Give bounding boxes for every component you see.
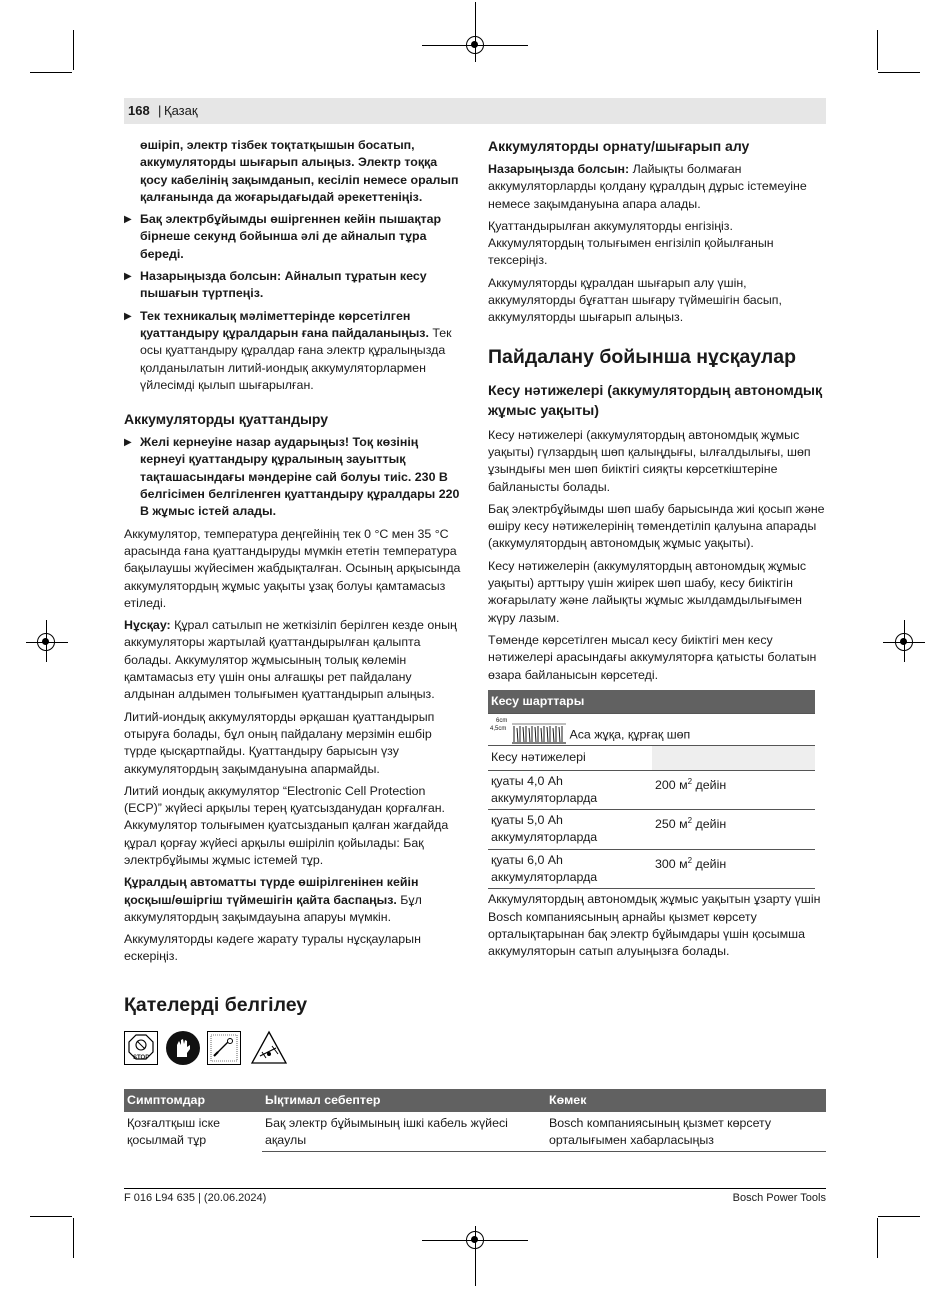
crop-mark (30, 72, 72, 73)
note-label: Нұсқау: (124, 618, 171, 633)
right-column (488, 137, 828, 689)
warning-text: Бұл аккумулятордың зақымдауына апаруы мүмкін. (124, 892, 422, 924)
table-row (488, 849, 815, 889)
footer-brand: Bosch Power Tools (732, 1192, 826, 1204)
icon-label-top: 6cm (496, 718, 508, 725)
arrow-icon: ▶ (124, 271, 132, 283)
header-separator: | (158, 103, 162, 118)
paragraph: Аккумулятор, температура деңгейінің тек 0 °C мен 35 °C арасында ғана қуаттандыруды мүмкін ететін температура бақылаушы жүйесімен жабдықталған. Осының арқысында аккумулятордың жұмыс уақыты ұзақ болуы қамтамасыз етіледі. (124, 526, 461, 610)
result-label: Кесу нәтижелері (488, 746, 652, 770)
paragraph: Кесу нәтижелерін (аккумулятордың автономдық жұмыс уақыты) арттыру үшін жиірек шөп шабу, кесу биіктігін жоғарылату және лайықты жұмыс жылдамдылығымен жүру лазым. (488, 558, 807, 625)
battery-cell: қуаты 5,0 Ah аккумуляторларда (488, 810, 652, 850)
grass-icon (512, 720, 566, 744)
crop-mark (30, 1216, 72, 1217)
table-row (488, 810, 815, 850)
note-text: Лайықты болмаған аккумуляторларды қолдану құралдың дұрыс істемеуіне немесе зақымдануына апара алады. (488, 162, 807, 211)
mower-warning-icon (250, 1030, 288, 1066)
bullet-item (124, 434, 464, 520)
grass-height-icon (490, 718, 566, 744)
crop-mark (877, 1218, 878, 1258)
page-number: 168 (128, 103, 150, 118)
bullet-text: Тек осы қуаттандыру құралдар ғана электр құралыңызда қолданылатын литий-иондық аккумуляторлармен үйлесімді қылып шығарылған. (140, 325, 452, 392)
value-cell: 300 $м^2$ дейін (652, 849, 815, 889)
header-language: Қазақ (164, 103, 198, 118)
arrow-icon: ▶ (124, 214, 132, 226)
paragraph: Кесу нәтижелері (аккумулятордың автономдық жұмыс уақыты) гүлзардың шөп қалыңдығы, ылғалдылығы, шөп ұзындығы мен шөп биіктігі сияқты көрсеткіштеріне байланысты болады. (488, 427, 811, 494)
cut-conditions-table (488, 690, 828, 961)
paragraph: Литий иондық аккумулятор “Electronic Cell Protection (ECP)” жүйесі арқылы терең қуатсызданудан қорғалған. Аккумулятор толығымен қуатсызданып қалған жағдайда құрал қорғау жүйесі арқылы өшіріліп қойылады: Бақ электрбұйымы жұмыс істемей тұр. (124, 783, 449, 867)
arrow-icon: ▶ (124, 310, 132, 322)
paragraph (488, 161, 828, 213)
crop-mark (878, 72, 920, 73)
registration-mark (37, 633, 55, 651)
note-text: Құрал сатылып не жеткізіліп берілген кезде оның аккумуляторы жартылай қуаттандырылған қалыпта болады. Аккумулятор жұмысының толық көлемін қамтамасыз ету үшін оны алғашқы рет пайдалану алдынан алдымен толығымен қуаттандырып алыңыз. (124, 618, 457, 702)
footer-rule (124, 1188, 826, 1189)
paragraph: Төменде көрсетілген мысал кесу биіктігі мен кесу нәтижелері арасындағы аккумуляторға қатысты болатын өзара байланысын көрсетеді. (488, 632, 817, 682)
table-header: Кесу шарттары (488, 690, 815, 714)
paragraph: Аккумуляторды құралдан шығарып алу үшін, аккумуляторды бұғаттан шығару түймешігін басып, аккумуляторды шығарып алыңыз. (488, 275, 782, 325)
column-header: Ықтимал себептер (262, 1089, 546, 1112)
install-heading: Аккумуляторды орнату/шығарып алу (488, 138, 750, 154)
value-cell: 200 $м^2$ дейін (652, 770, 815, 810)
page-header-bar (124, 98, 826, 124)
paragraph (124, 874, 464, 926)
bullet-bold: Тек техникалық мәліметтерінде көрсетілген қуаттандыру құралдарын ғана пайдаланыңыз. (140, 308, 429, 340)
remedy-cell: Bosch компаниясының қызмет көрсету орталығымен хабарласыңыз (546, 1112, 826, 1152)
bullet-bold: Назарыңызда болсын: Айналып тұратын кесу пышағын түртпеңіз. (140, 269, 427, 301)
charging-heading: Аккумуляторды қуаттандыру (124, 411, 329, 428)
table-row (124, 1112, 826, 1152)
column-header: Көмек (546, 1089, 826, 1112)
after-table-paragraph: Аккумулятордың автономдық жұмыс уақытын ұзарту үшін Bosch компаниясының арнайы қызмет көрсету орталықтарынан бақ электр бұйымдары үшін қосымша аккумуляторын сатып алуыңызға болады. (488, 892, 821, 959)
left-column (124, 137, 464, 971)
troubleshooting-table (124, 1089, 826, 1152)
crop-mark (878, 1216, 920, 1217)
footer-doc-code: F 016 L94 635 | (20.06.2024) (124, 1192, 267, 1204)
crop-mark (73, 30, 74, 70)
crop-mark (73, 1218, 74, 1258)
note-label: Назарыңызда болсын: (488, 162, 630, 176)
paragraph: Бақ электрбұйымды шөп шабу барысында жиі қосып және өшіру кесу нәтижелерінің төмендетіліп қалуына апарады (аккумулятордың автономдық жұмыс уақыты). (488, 501, 825, 551)
bullet-item (124, 308, 464, 394)
cause-cell: Бақ электр бұйымының ішкі кабель жүйесі ақаулы (262, 1112, 546, 1152)
bullet-bold: Желі кернеуіне назар аударыңыз! Тоқ көзінің кернеуі қуаттандыру құралының зауыттық тақташасындағы мәндеріне сай болуы тиіс. 230 В белгісімен белгіленген қуаттандыру құралдары 220 В жұмыс істей алады. (140, 435, 460, 519)
paragraph: Қуаттандырылған аккумуляторды енгізіңіз. Аккумулятордың толығымен енгізіліп қойылғанын тексеріңіз. (488, 218, 774, 268)
icon-label-bottom: 4,5cm (490, 726, 507, 733)
grass-label: Аса жұқа, құрғақ шөп (569, 728, 691, 742)
battery-cell: қуаты 4,0 Ah аккумуляторларда (488, 770, 652, 810)
value-cell: 250 $м^2$ дейін (652, 810, 815, 850)
stop-label: STOP (133, 1055, 150, 1061)
battery-cell: қуаты 6,0 Ah аккумуляторларда (488, 849, 652, 889)
bullet-item (124, 211, 464, 263)
crop-mark (877, 30, 878, 70)
warning-bold: Құралдың автоматты түрде өшірілгенінен кейін қосқыш/өшіргіш түймешігін қайта баспаңыз. (124, 875, 419, 907)
bullet-item (124, 268, 464, 303)
symptom-cell: Қозғалтқыш іске қосылмай тұр (127, 1116, 221, 1147)
cut-results-heading: Кесу нәтижелері (аккумулятордың автономдық жұмыс уақыты) (488, 382, 823, 419)
column-header: Симптомдар (124, 1089, 262, 1112)
grass-row (488, 714, 815, 746)
troubleshooting-heading: Қателерді белгілеу (124, 994, 308, 1016)
bullet-bold: Бақ электрбұйымды өшіргеннен кейін пышақтар бірнеше секунд бойынша әлі де айналып тұра береді. (140, 212, 442, 261)
usage-heading: Пайдалану бойынша нұсқаулар (488, 345, 797, 368)
result-cell (652, 746, 815, 770)
registration-mark (466, 1231, 484, 1249)
paragraph (124, 617, 464, 703)
registration-mark (466, 36, 484, 54)
tool-service-icon (207, 1031, 241, 1065)
stop-icon (124, 1031, 158, 1065)
intro-warning: өшіріп, электр тізбек тоқтатқышын босатып, аккумуляторды шығарып алыңыз. Электр тоққа қосу кабелінің зақымданып, кесіліп немесе оралып қалғанында да жоғарыдағыдай әрекеттеніңіз. (140, 138, 459, 204)
registration-mark (895, 633, 913, 651)
paragraph: Литий-иондық аккумуляторды әрқашан қуаттандырып отыруға болады, бұл оның пайдалану мерзімін ешбір түрде қысқартпайды. Қуаттандыру барысын үзу аккумулятордың зақымдануына апармайды. (124, 709, 435, 776)
gloves-icon (166, 1031, 200, 1065)
paragraph: Аккумуляторды кәдеге жарату туралы нұсқауларын ескеріңіз. (124, 932, 421, 964)
table-row (488, 770, 815, 810)
arrow-icon: ▶ (124, 437, 132, 449)
